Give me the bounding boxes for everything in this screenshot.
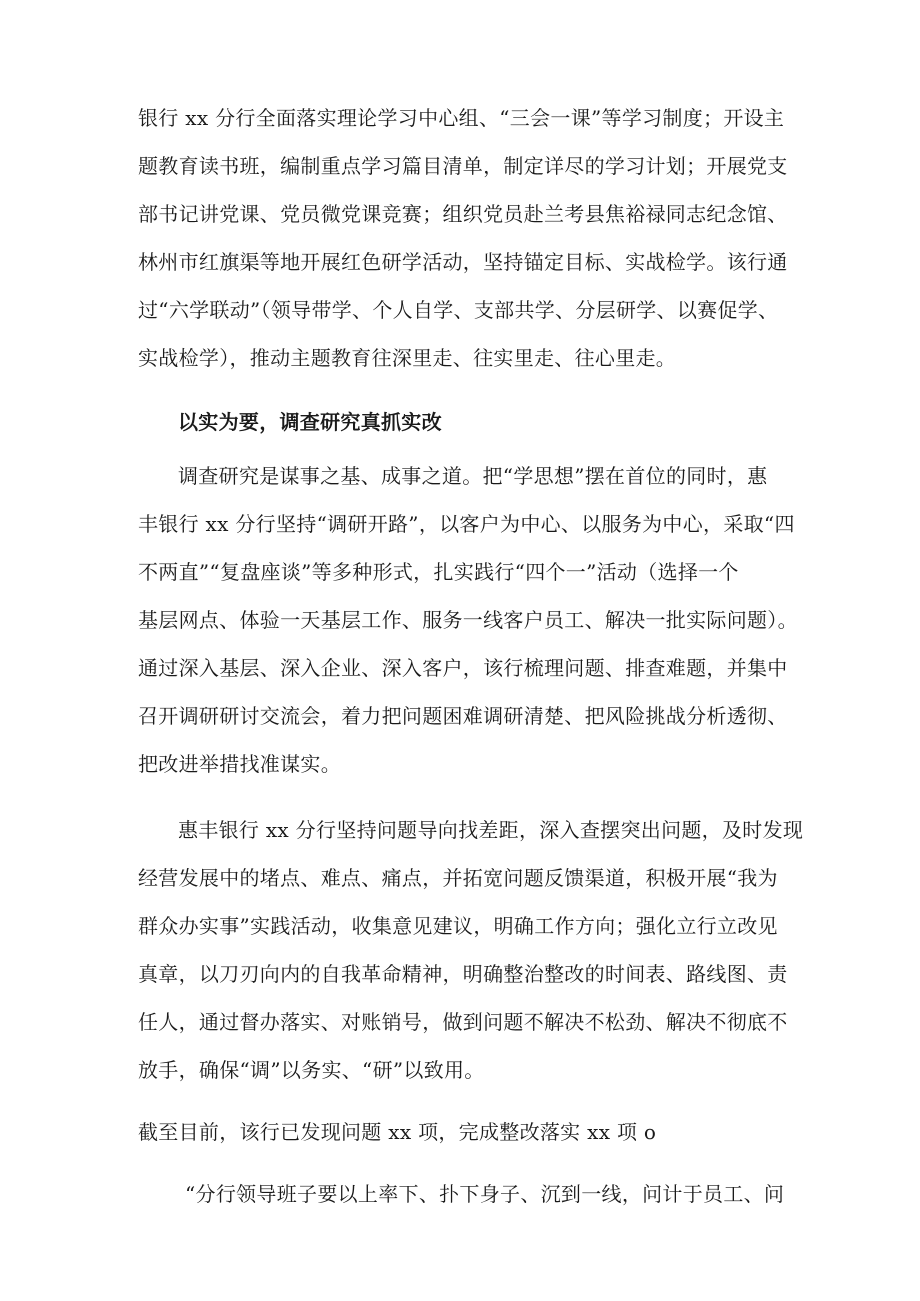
paragraph-3-line-6: 放手，确保“调”以务实、“研”以致用。 (138, 1058, 485, 1082)
paragraph-2-line-6: 召开调研研讨交流会，着力把问题困难调研清楚、把风险挑战分析透彻、 (138, 704, 788, 728)
paragraph-3-line-1: 惠丰银行 xx 分行坚持问题导向找差距，深入查摆突出问题，及时发现 (178, 818, 804, 842)
paragraph-1-line-4: 林州市红旗渠等地开展红色研学活动，坚持锚定目标、实战检学。该行通 (138, 250, 788, 274)
paragraph-2-line-7: 把改进举措找准谋实。 (138, 752, 341, 776)
paragraph-4: 截至目前，该行已发现问题 xx 项，完成整改落实 xx 项 o (138, 1120, 657, 1144)
paragraph-1-line-2: 题教育读书班，编制重点学习篇目清单，制定详尽的学习计划；开展党支 (138, 154, 788, 178)
paragraph-2-line-3: 不两直”“复盘座谈”等多种形式，扎实践行“四个一”活动（选择一个 (138, 560, 739, 584)
paragraph-3-line-3: 群众办实事”实践活动，收集意见建议，明确工作方向；强化立行立改见 (138, 914, 778, 938)
paragraph-2-line-4: 基层网点、体验一天基层工作、服务一线客户员工、解决一批实际问题）。 (138, 608, 798, 632)
paragraph-2-line-5: 通过深入基层、深入企业、深入客户，该行梳理问题、排查难题，并集中 (138, 656, 788, 680)
paragraph-1-line-3: 部书记讲党课、党员微党课竞赛；组织党员赴兰考县焦裕禄同志纪念馆、 (138, 202, 788, 226)
paragraph-2-line-1: 调查研究是谋事之基、成事之道。把“学思想”摆在首位的同时，惠 (178, 464, 768, 488)
paragraph-5: “分行领导班子要以上率下、扑下身子、沉到一线，问计于员工、问 (185, 1182, 785, 1206)
section-heading: 以实为要，调查研究真抓实改 (178, 410, 442, 434)
paragraph-1-line-6: 实战检学），推动主题教育往深里走、往实里走、往心里走。 (138, 346, 677, 370)
paragraph-3-line-2: 经营发展中的堵点、难点、痛点，并拓宽问题反馈渠道，积极开展“我为 (138, 866, 778, 890)
paragraph-1-line-5: 过“六学联动”（领导带学、个人自学、支部共学、分层研学、以赛促学、 (138, 298, 779, 322)
paragraph-3-line-5: 任人，通过督办落实、对账销号，做到问题不解决不松劲、解决不彻底不 (138, 1010, 788, 1034)
paragraph-1-line-1: 银行 xx 分行全面落实理论学习中心组、“三会一课”等学习制度；开设主 (138, 106, 785, 130)
paragraph-2-line-2: 丰银行 xx 分行坚持“调研开路”，以客户为中心、以服务为中心，采取“四 (138, 512, 795, 536)
paragraph-3-line-4: 真章，以刀刃向内的自我革命精神，明确整治整改的时间表、路线图、责 (138, 962, 788, 986)
